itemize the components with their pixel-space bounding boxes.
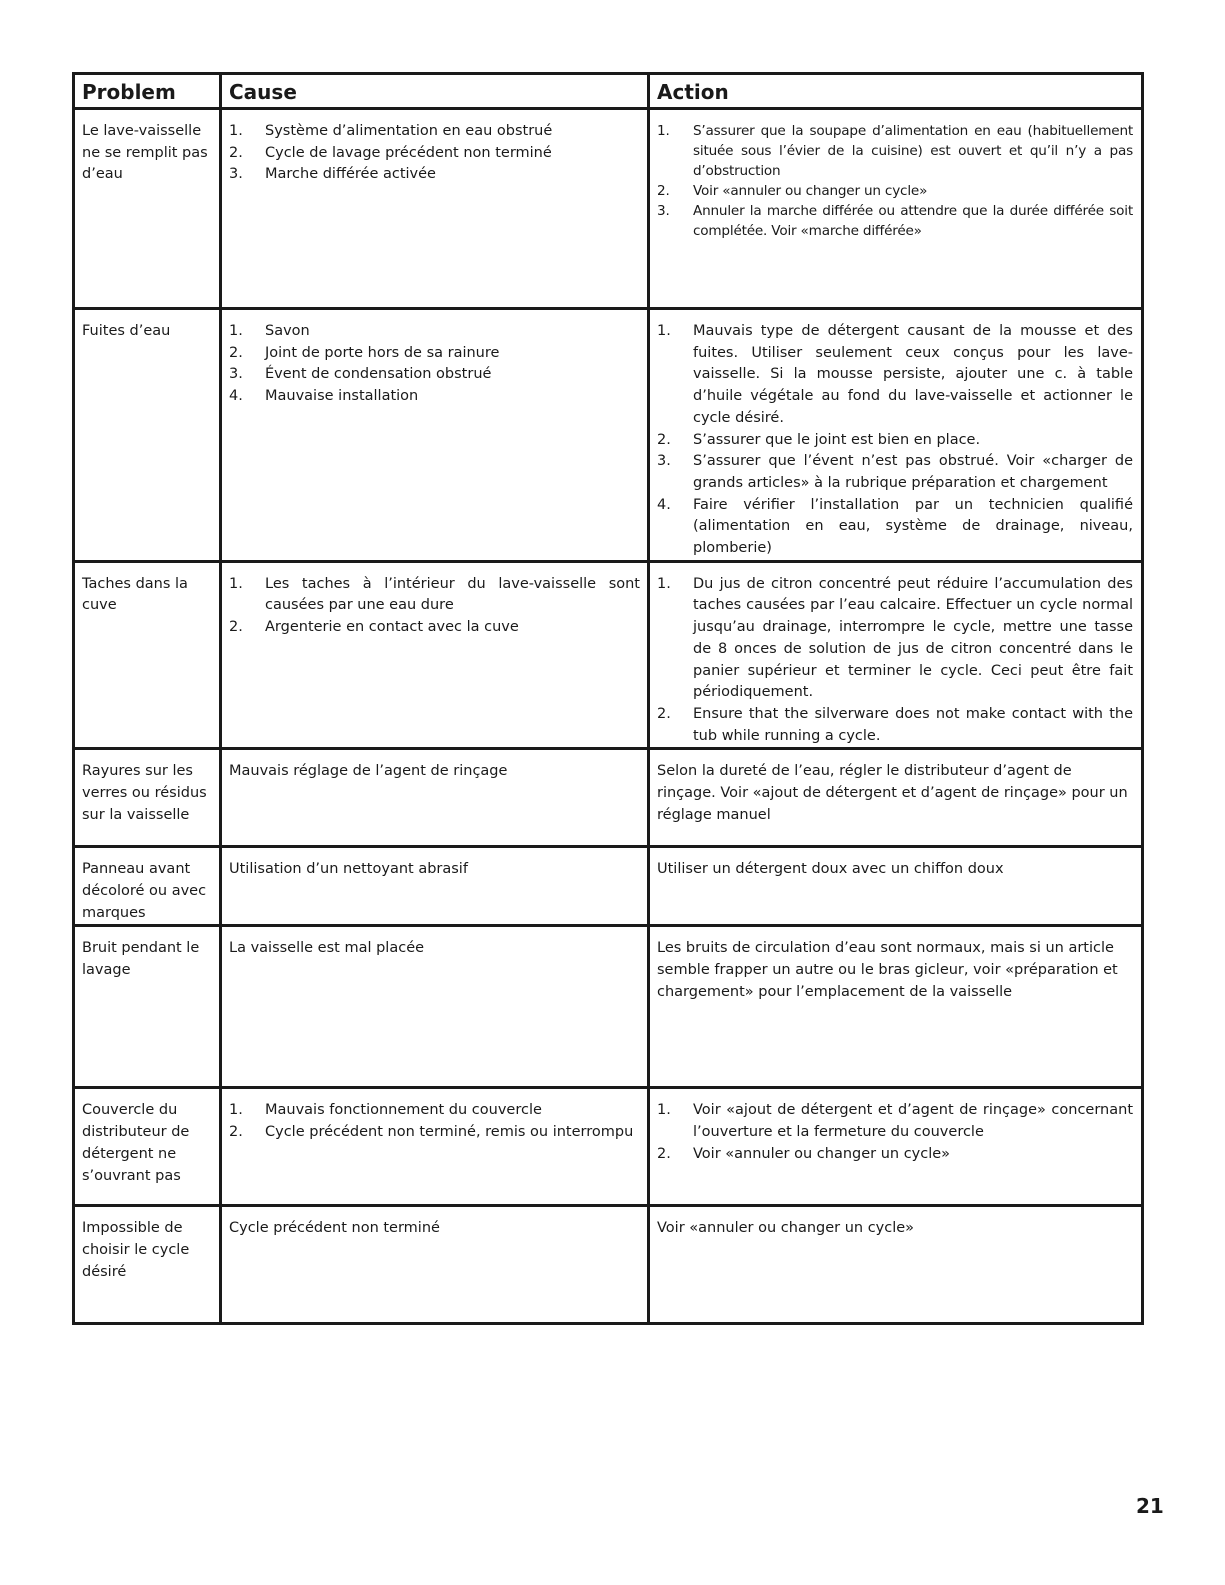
table-row	[74, 847, 1143, 926]
cause-cell: Mauvais réglage de l’agent de rinçage	[221, 749, 649, 847]
list-item: 2. S’assurer que le joint est bien en place.	[657, 431, 981, 448]
list-item: 1. Mauvais fonctionnement du couvercle	[229, 1102, 542, 1119]
cause-list	[229, 121, 640, 186]
list-item: 2. Argenterie en contact avec la cuve	[229, 619, 519, 636]
list-item: 4. Mauvaise installation	[229, 388, 419, 405]
cause-cell: Utilisation d’un nettoyant abrasif	[221, 847, 649, 926]
cause-cell: La vaisselle est mal placée	[221, 926, 649, 1088]
table-row	[74, 309, 1143, 562]
list-item: 1. Voir «ajout de détergent et d’agent de rinçage» concernant l’ouverture et la fermeture du couvercle	[657, 1102, 1133, 1141]
problem-cell: Le lave-vaisselle ne se remplit pas d’eau	[74, 109, 221, 309]
problem-cell: Couvercle du distributeur de détergent ne s’ouvrant pas	[74, 1088, 221, 1206]
cause-list	[229, 321, 640, 408]
list-item: 3. S’assurer que l’évent n’est pas obstrué. Voir «charger de grands articles» à la rubrique préparation et chargement	[657, 453, 1133, 491]
action-cell	[649, 309, 1143, 562]
list-item: 1. Mauvais type de détergent causant de la mousse et des fuites. Utiliser seulement ceux conçus pour les lave-vaisselle. Si la mousse persiste, ajouter une c. à table d’huile végétale au fond du lave-vaisselle et actionner le cycle désiré.	[657, 323, 1133, 426]
action-cell: Selon la dureté de l’eau, régler le distributeur d’agent de rinçage. Voir «ajout de détergent et d’agent de rinçage» pour un réglage manuel	[649, 749, 1143, 847]
list-item: 2. Ensure that the silverware does not make contact with the tub while running a cycle.	[657, 705, 1133, 744]
problem-cell: Panneau avant décoloré ou avec marques	[74, 847, 221, 926]
list-item: 2. Cycle de lavage précédent non terminé	[229, 144, 552, 161]
action-cell: Utiliser un détergent doux avec un chiffon doux	[649, 847, 1143, 926]
header-cause: Cause	[221, 74, 649, 109]
list-item: 2. Joint de porte hors de sa rainure	[229, 344, 500, 361]
action-cell	[649, 1088, 1143, 1206]
cause-cell	[221, 109, 649, 309]
action-list	[657, 321, 1133, 560]
cause-cell	[221, 1088, 649, 1206]
table-row	[74, 926, 1143, 1088]
problem-cell: Fuites d’eau	[74, 309, 221, 562]
table-row	[74, 561, 1143, 749]
action-cell: Voir «annuler ou changer un cycle»	[649, 1206, 1143, 1324]
list-item: 1. Système d’alimentation en eau obstrué	[229, 123, 553, 139]
list-item: 1. Du jus de citron concentré peut réduire l’accumulation des taches causées par l’eau calcaire. Effectuer un cycle normal jusqu’au drainage, interrompre le cycle, mettre une tasse de 8 onces de solution de jus de citron concentré dans le panier supérieur et terminer le cycle. Ceci peut être fait périodiquement.	[657, 575, 1133, 701]
cause-cell	[221, 309, 649, 562]
action-list	[657, 121, 1133, 241]
list-item: 3. Évent de condensation obstrué	[229, 366, 492, 383]
list-item: 2. Voir «annuler ou changer un cycle»	[657, 183, 928, 199]
action-cell	[649, 109, 1143, 309]
list-item: 3. Marche différée activée	[229, 166, 436, 183]
list-item: 2. Cycle précédent non terminé, remis ou interrompu	[229, 1124, 634, 1141]
list-item: 3. Annuler la marche différée ou attendre que la durée différée soit complétée. Voir «marche différée»	[657, 203, 1133, 239]
list-item: 4. Faire vérifier l’installation par un technicien qualifié (alimentation en eau, système de drainage, niveau, plomberie)	[657, 496, 1133, 557]
action-cell	[649, 561, 1143, 749]
cause-cell: Cycle précédent non terminé	[221, 1206, 649, 1324]
list-item: 1. Savon	[229, 323, 310, 339]
cause-list	[229, 1100, 640, 1143]
header-problem: Problem	[74, 74, 221, 109]
action-list	[657, 1100, 1133, 1165]
problem-cell: Taches dans la cuve	[74, 561, 221, 749]
action-cell: Les bruits de circulation d’eau sont normaux, mais si un article semble frapper un autre ou le bras gicleur, voir «préparation et chargement» pour l’emplacement de la vaisselle	[649, 926, 1143, 1088]
page-number: 21	[1136, 1494, 1164, 1518]
cause-cell	[221, 561, 649, 749]
table-row	[74, 109, 1143, 309]
problem-cell: Impossible de choisir le cycle désiré	[74, 1206, 221, 1324]
table-row	[74, 1206, 1143, 1324]
table-row	[74, 1088, 1143, 1206]
header-action: Action	[649, 74, 1143, 109]
cause-list	[229, 574, 640, 639]
list-item: 2. Voir «annuler ou changer un cycle»	[657, 1145, 951, 1162]
problem-cell: Rayures sur les verres ou résidus sur la vaisselle	[74, 749, 221, 847]
header-row	[74, 74, 1143, 109]
list-item: 1. Les taches à l’intérieur du lave-vaisselle sont causées par une eau dure	[229, 575, 640, 614]
table-row	[74, 749, 1143, 847]
action-list	[657, 574, 1133, 748]
troubleshooting-table	[72, 72, 1144, 1325]
list-item: 1. S’assurer que la soupape d’alimentation en eau (habituellement située sous l’évier de la cuisine) est ouvert et qu’il n’y a pas d’obstruction	[657, 123, 1133, 179]
problem-cell: Bruit pendant le lavage	[74, 926, 221, 1088]
